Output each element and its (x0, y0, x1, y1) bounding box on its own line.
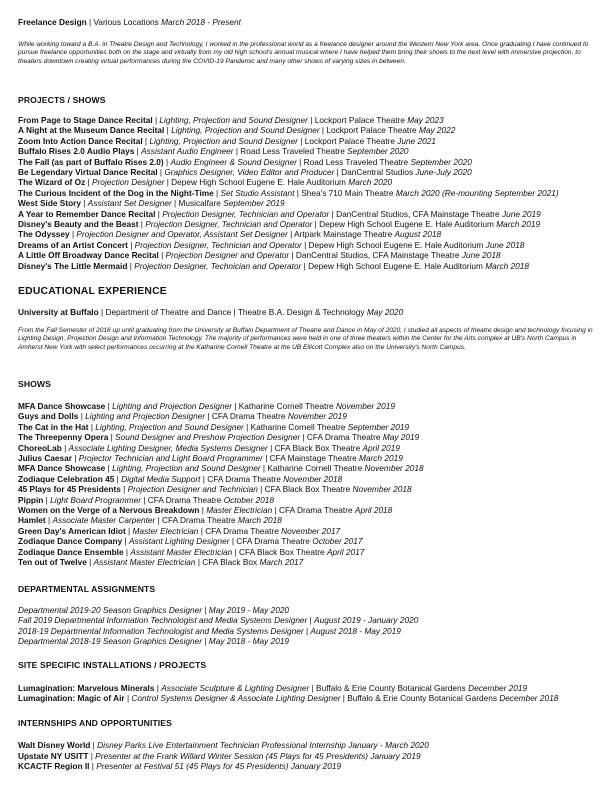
project-item: A Year to Remember Dance Recital | Projection Designer, Technician and Operator | DanCentral Studios, CFA Mainstage Theatre June 2019 (18, 208, 541, 219)
project-item: Be Legendary Virtual Dance Recital | Graphics Designer, Video Editor and Producer | DanCentral Studios June-July 2020 (18, 167, 472, 177)
show-item: Zodiaque Dance Ensemble | Assistant Master Electrician | CFA Black Box Theatre April 2017 (18, 546, 365, 557)
entry-title: Hamlet (18, 515, 46, 526)
show-item: Women on the Verge of a Nervous Breakdown | Master Electrician | CFA Drama Theatre April 2018 (18, 505, 393, 515)
entry-role: Lighting, Projection and Sound Designer (112, 463, 261, 474)
entry-date: October 2018 (223, 494, 274, 505)
entry-date: November 2019 (335, 401, 395, 411)
entry-venue: Buffalo & Erie County Botanical Gardens (347, 693, 497, 704)
entry-date: April 2019 (362, 442, 400, 453)
entry-role: Lighting and Projection Designer (112, 401, 232, 411)
entry-venue: CFA Black Box Theatre (264, 484, 351, 495)
entry-date: June 2021 (397, 135, 437, 146)
entry-date: June 2018 (461, 250, 501, 261)
entry-date: September 2020 (347, 146, 409, 157)
show-item: Green Day's American Idiot | Master Electrician | CFA Drama Theatre November 2017 (18, 525, 341, 536)
freelance-description: While working toward a B.A. in Theatre Design and Technology, I worked in the professional world as a freelance designer around the Western New York area. Once graduating I have continued to pursue freelance opportunities both on the stage and virtually from my old high school's annual musical where I have helped them bring their shows to the next level with immersive projection, to theaters downtown creating virtual performances during the COVID-19 Pandemic and many other shows of varying sizes in between. (18, 41, 589, 65)
entry-title: The Threepenny Opera (18, 432, 109, 443)
departmental-item: Fall 2019 Departmental Information Technologist and Media Systems Designer | August 2019 - January 2020 (18, 615, 419, 626)
entry-role: Associate Sculpture & Lighting Designer (161, 683, 310, 693)
entry-venue: CFA Drama Theatre (207, 473, 281, 484)
entry-title: Walt Disney World (18, 740, 91, 750)
departmental-heading: DEPARTMENTAL ASSIGNMENTS (18, 584, 156, 594)
entry-title: A Night at the Museum Dance Recital (18, 125, 165, 136)
departmental-item: Departmental 2019-20 Season Graphics Designer | May 2019 - May 2020 (18, 605, 290, 615)
entry-date: November 2018 (352, 484, 412, 495)
entry-role: Presenter at Festival 51 (45 Plays for 45 Presidents) (96, 761, 289, 772)
entry-date: April 2017 (326, 546, 365, 557)
show-item: Ten out of Twelve | Assistant Master Electrician | CFA Black Box March 2017 (18, 557, 304, 567)
project-item: A Little Off Broadway Dance Recital | Projection Designer and Operator | DanCentral Studios, CFA Mainstage Theatre June 2018 (18, 250, 501, 261)
entry-role: Lighting, Projection and Sound Designer (95, 421, 244, 432)
entry-venue: CFA Drama Theatre (162, 515, 236, 526)
entry-role: Lighting, Projection and Sound Designer (171, 125, 320, 136)
entry-role: Projector Technician and Light Board Programmer (78, 453, 263, 463)
freelance-location: Various Locations (93, 17, 159, 27)
freelance-dates: March 2018 - Present (161, 17, 241, 27)
entry-venue: Lockport Palace Theatre (304, 135, 395, 146)
entry-date: November 2018 (283, 473, 343, 484)
installation-item: Lumagination: Marvelous Minerals | Associate Sculpture & Lighting Designer | Buffalo & Erie County Botanical Gardens December 2019 (18, 683, 528, 693)
entry-role: Projection Designer and Operator (165, 250, 290, 261)
show-item: MFA Dance Showcase | Lighting, Projection and Sound Designer | Katharine Cornell Theatre November 2018 (18, 463, 424, 474)
entry-title: Be Legendary Virtual Dance Recital (18, 167, 158, 177)
entry-venue: CFA Black Box Theatre (274, 442, 361, 453)
entry-date: June 2018 (485, 239, 525, 250)
project-item: The Wizard of Oz | Projection Designer | Depew High School Eugene E. Hale Auditorium March 2020 (18, 177, 393, 188)
entry-role: Master Electrician (132, 525, 199, 536)
freelance-title: Freelance Design (18, 17, 87, 27)
entry-venue: Depew High School Eugene E. Hale Auditorium (308, 239, 484, 250)
entry-date: October 2017 (312, 536, 363, 547)
entry-role: Assistant Master Electrician (130, 546, 233, 557)
education-line: University at Buffalo | Department of Theatre and Dance | Theatre B.A. Design & Technology May 2020 (18, 307, 404, 317)
entry-title: The Odyssey (18, 229, 70, 240)
entry-date: May 2019 (382, 432, 420, 443)
entry-role: Audio Engineer & Sound Designer (170, 156, 297, 167)
entry-venue: CFA Drama Theatre (278, 505, 353, 515)
show-item: The Cat in the Hat | Lighting, Projection and Sound Designer | Katharine Cornell Theatre September 2019 (18, 421, 410, 432)
entry-date: March 2018 (238, 515, 282, 526)
entry-title: KCACTF Region II (18, 761, 90, 772)
entry-venue: CFA Drama Theatre (147, 494, 222, 505)
entry-date: March 2020 (348, 177, 393, 188)
entry-title: Fall 2019 Departmental Information Technologist and Media Systems Designer (18, 615, 308, 626)
entry-role: Light Board Programmer (50, 494, 141, 505)
entry-date: March 2019 (359, 453, 403, 463)
show-item: Zodiaque Celebration 45 | Digital Media Support | CFA Drama Theatre November 2018 (18, 473, 343, 484)
entry-title: Guys and Dolls (18, 411, 79, 422)
entry-title: Zodiaque Dance Ensemble (18, 546, 124, 557)
entry-title: ChoreoLab (18, 442, 62, 453)
entry-role: Associate Master Carpenter (52, 515, 156, 526)
entry-date: December 2019 (468, 683, 528, 693)
education-school: University at Buffalo (18, 307, 99, 317)
entry-date: June-July 2020 (415, 167, 472, 177)
entry-date: March 2020 (Re-mounting September 2021) (395, 187, 559, 198)
entry-venue: DanCentral Studios, CFA Mainstage Theatre (295, 250, 460, 261)
entry-title: Ten out of Twelve (18, 557, 87, 567)
entry-date: September 2019 (347, 421, 410, 432)
entry-date: March 2017 (259, 557, 304, 567)
entry-role: Projection Designer and Operator, Assistant Set Designer (76, 229, 288, 240)
project-item: The Odyssey | Projection Designer and Operator, Assistant Set Designer | Artpark Mainstage Theatre August 2018 (18, 229, 442, 240)
internships-heading: INTERNSHIPS AND OPPORTUNITIES (18, 718, 172, 728)
entry-role: Presenter at the Frank Willard Winter Session (45 Plays for 45 Presidents) (95, 750, 368, 761)
entry-venue: Depew High School Eugene E. Hale Auditorium (171, 177, 346, 188)
education-department: Department of Theatre and Dance (105, 307, 232, 317)
entry-date: May 2023 (407, 115, 444, 125)
entry-venue: CFA Drama Theatre (205, 525, 279, 536)
show-item: Pippin | Light Board Programmer | CFA Drama Theatre October 2018 (18, 494, 274, 505)
entry-venue: Musicalfare (178, 198, 221, 209)
entry-role: Assistant Set Designer (87, 198, 172, 209)
entry-venue: Artpark Mainstage Theatre (294, 229, 393, 240)
internship-item: Walt Disney World | Disney Parks Live Entertainment Technician Professional Internship January - March 2020 (18, 740, 429, 750)
entry-title: A Little Off Broadway Dance Recital (18, 250, 159, 261)
project-item: West Side Story | Assistant Set Designer | Musicalfare September 2019 (18, 198, 285, 209)
entry-role: Master Electrician (206, 505, 273, 515)
entry-venue: Lockport Palace Theatre (314, 115, 405, 125)
entry-venue: CFA Black Box Theatre (239, 546, 325, 557)
entry-title: Lumagination: Magic of Air (18, 693, 125, 704)
entry-role: Associate Lighting Designer, Media Systems Designer (68, 442, 268, 453)
entry-date: June 2019 (501, 208, 541, 219)
education-description: From the Fall Semester of 2016 up until graduating from the University at Buffalo Department of Theatre and Dance in May of 2020, I studied all aspects of theatre design and technology focusing in Lighting Design, Projection Design and Information Technology. The majority of performances were held in one of three theaters within the Center for the Arts complex at UB's North Campus in Amherst New York with select performances occurring at the Katharine Cornell Theatre at the UB Ellicott Complex also on the University's North Campus. (18, 327, 593, 351)
internship-item: KCACTF Region II | Presenter at Festival 51 (45 Plays for 45 Presidents) January 2019 (18, 761, 342, 772)
entry-venue: DanCentral Studios, CFA Mainstage Theatre (336, 208, 500, 219)
entry-date: November 2017 (281, 525, 341, 536)
show-item: Guys and Dolls | Lighting and Projection Designer | CFA Drama Theatre November 2019 (18, 411, 347, 422)
entry-date: August 2019 - January 2020 (314, 615, 419, 626)
entry-title: The Wizard of Oz (18, 177, 86, 188)
entry-role: Assistant Master Electrician (93, 557, 196, 567)
entry-role: Graphics Designer, Video Editor and Producer (164, 167, 335, 177)
freelance-header: Freelance Design | Various Locations March 2018 - Present (18, 17, 241, 27)
entry-title: The Curious Incident of the Dog in the Night-Time (18, 187, 214, 198)
entry-date: May 2019 - May 2020 (208, 605, 290, 615)
entry-title: Zoom Into Action Dance Recital (18, 135, 143, 146)
installation-item: Lumagination: Magic of Air | Control Systems Designer & Associate Lighting Designer | Buffalo & Erie County Botanical Gardens December 2018 (18, 693, 559, 704)
project-item: Disney's The Little Mermaid | Projection Designer, Technician and Operator | Depew High School Eugene E. Hale Auditorium March 2018 (18, 260, 530, 271)
internship-item: Upstate NY USITT | Presenter at the Frank Willard Winter Session (45 Plays for 45 Presidents) January 2019 (18, 750, 421, 761)
entry-role: Digital Media Support (121, 473, 201, 484)
departmental-item: Departmental 2018-19 Season Graphics Designer | May 2018 - May 2019 (18, 636, 290, 647)
entry-role: Projection Designer, Technician and Operator (162, 208, 330, 219)
show-item: Zodiaque Dance Company | Assistant Lighting Designer | CFA Drama Theatre October 2017 (18, 536, 363, 547)
entry-role: Lighting, Projection and Sound Designer (159, 115, 308, 125)
entry-title: Green Day's American Idiot (18, 525, 126, 536)
entry-role: Projection Designer (92, 177, 165, 188)
entry-title: Dreams of an Artist Concert (18, 239, 128, 250)
entry-date: November 2019 (287, 411, 347, 422)
entry-title: 45 Plays for 45 Presidents (18, 484, 121, 495)
education-heading: EDUCATIONAL EXPERIENCE (18, 286, 167, 297)
entry-venue: Katharine Cornell Theatre (250, 421, 346, 432)
entry-venue: DanCentral Studios (341, 167, 414, 177)
entry-date: August 2018 - May 2019 (310, 625, 401, 636)
shows-heading: SHOWS (18, 379, 51, 389)
project-item: Zoom Into Action Dance Recital | Lighting, Projection and Sound Designer | Lockport Palace Theatre June 2021 (18, 135, 437, 146)
entry-title: Women on the Verge of a Nervous Breakdown (18, 505, 200, 515)
entry-title: Pippin (18, 494, 44, 505)
entry-venue: Depew High School Eugene E. Hale Auditorium (308, 260, 483, 271)
entry-title: A Year to Remember Dance Recital (18, 208, 156, 219)
project-item: From Page to Stage Dance Recital | Lighting, Projection and Sound Designer | Lockport Palace Theatre May 2023 (18, 115, 444, 125)
entry-title: Upstate NY USITT (18, 750, 89, 761)
projects-heading: PROJECTS / SHOWS (18, 95, 106, 105)
installations-heading: SITE SPECIFIC INSTALLATIONS / PROJECTS (18, 660, 207, 670)
show-item: ChoreoLab | Associate Lighting Designer, Media Systems Designer | CFA Black Box Theatre April 2019 (18, 442, 400, 453)
departmental-item: 2018-19 Departmental Information Technologist and Media Systems Designer | August 2018 - May 2019 (18, 625, 401, 636)
entry-role: Projection Designer and Technician (127, 484, 258, 495)
entry-date: January - March 2020 (348, 740, 429, 750)
entry-date: May 2022 (418, 125, 456, 136)
entry-role: Assistant Audio Engineer (141, 146, 234, 157)
show-item: The Threepenny Opera | Sound Designer and Preshow Projection Designer | CFA Drama Theatre May 2019 (18, 432, 420, 443)
entry-title: MFA Dance Showcase (18, 401, 106, 411)
project-item: A Night at the Museum Dance Recital | Lighting, Projection and Sound Designer | Lockport Palace Theatre May 2022 (18, 125, 456, 136)
entry-title: Departmental 2018-19 Season Graphics Designer (18, 636, 203, 647)
entry-role: Sound Designer and Preshow Projection Designer (115, 432, 301, 443)
entry-date: August 2018 (394, 229, 442, 240)
entry-venue: Katharine Cornell Theatre (238, 401, 334, 411)
show-item: 45 Plays for 45 Presidents | Projection Designer and Technician | CFA Black Box Theatre November 2018 (18, 484, 412, 495)
entry-title: Buffalo Rises 2.0 Audio Plays (18, 146, 135, 157)
entry-title: 2018-19 Departmental Information Technologist and Media Systems Designer (18, 625, 304, 636)
entry-title: Zodiaque Dance Company (18, 536, 123, 547)
project-item: The Fall (as part of Buffalo Rises 2.0) | Audio Engineer & Sound Designer | Road Less Traveled Theatre September 2020 (18, 156, 472, 167)
entry-date: January 2019 (290, 761, 342, 772)
entry-venue: Shea's 710 Main Theatre (301, 187, 394, 198)
entry-date: September 2019 (223, 198, 285, 209)
entry-role: Projection Designer, Technician and Operator (145, 219, 313, 229)
entry-title: Zodiaque Celebration 45 (18, 473, 115, 484)
entry-role: Projection Designer, Technician and Operator (134, 239, 302, 250)
entry-venue: CFA Drama Theatre (306, 432, 381, 443)
project-item: Buffalo Rises 2.0 Audio Plays | Assistant Audio Engineer | Road Less Traveled Theatre September 2020 (18, 146, 409, 157)
entry-venue: Lockport Palace Theatre (326, 125, 417, 136)
entry-date: May 2018 - May 2019 (208, 636, 290, 647)
entry-title: From Page to Stage Dance Recital (18, 115, 153, 125)
entry-title: Departmental 2019-20 Season Graphics Designer (18, 605, 203, 615)
entry-date: March 2018 (485, 260, 530, 271)
project-item: Dreams of an Artist Concert | Projection Designer, Technician and Operator | Depew High School Eugene E. Hale Auditorium June 2018 (18, 239, 525, 250)
entry-title: Disney's The Little Mermaid (18, 260, 128, 271)
project-item: The Curious Incident of the Dog in the Night-Time | Set Studio Assistant | Shea's 710 Main Theatre March 2020 (Re-mounting September 2021) (18, 187, 559, 198)
show-item: MFA Dance Showcase | Lighting and Projection Designer | Katharine Cornell Theatre November 2019 (18, 401, 395, 411)
show-item: Julius Caesar | Projector Technician and Light Board Programmer | CFA Mainstage Theatre March 2019 (18, 453, 403, 463)
entry-venue: CFA Drama Theatre (211, 411, 286, 422)
entry-venue: Katharine Cornell Theatre (267, 463, 363, 474)
entry-title: Julius Caesar (18, 453, 72, 463)
entry-date: January 2019 (370, 750, 421, 761)
entry-date: March 2019 (496, 219, 541, 229)
entry-title: West Side Story (18, 198, 82, 209)
entry-role: Control Systems Designer & Associate Lighting Designer (131, 693, 341, 704)
entry-date: April 2018 (354, 505, 393, 515)
entry-title: Disney's Beauty and the Beast (18, 219, 139, 229)
entry-title: MFA Dance Showcase (18, 463, 106, 474)
entry-title: The Fall (as part of Buffalo Rises 2.0) (18, 156, 164, 167)
education-date: May 2020 (366, 307, 404, 317)
entry-role: Lighting, Projection and Sound Designer (149, 135, 298, 146)
entry-date: December 2018 (499, 693, 559, 704)
entry-venue: CFA Mainstage Theatre (269, 453, 357, 463)
entry-venue: CFA Black Box (202, 557, 258, 567)
entry-date: September 2020 (410, 156, 472, 167)
entry-venue: CFA Drama Theatre (236, 536, 310, 547)
entry-venue: Road Less Traveled Theatre (240, 146, 345, 157)
entry-title: The Cat in the Hat (18, 421, 89, 432)
entry-title: Lumagination: Marvelous Minerals (18, 683, 155, 693)
entry-venue: Buffalo & Erie County Botanical Gardens (316, 683, 466, 693)
entry-role: Lighting and Projection Designer (85, 411, 206, 422)
entry-role: Disney Parks Live Entertainment Technician Professional Internship (97, 740, 346, 750)
show-item: Hamlet | Associate Master Carpenter | CFA Drama Theatre March 2018 (18, 515, 282, 526)
entry-role: Set Studio Assistant (220, 187, 295, 198)
entry-venue: Depew High School Eugene E. Hale Auditorium (319, 219, 494, 229)
entry-role: Assistant Lighting Designer (128, 536, 230, 547)
project-item: Disney's Beauty and the Beast | Projection Designer, Technician and Operator | Depew High School Eugene E. Hale Auditorium March 2019 (18, 219, 541, 229)
entry-role: Projection Designer, Technician and Operator (134, 260, 302, 271)
entry-venue: Road Less Traveled Theatre (303, 156, 409, 167)
entry-date: November 2018 (364, 463, 424, 474)
education-degree: Theatre B.A. Design & Technology (237, 307, 365, 317)
